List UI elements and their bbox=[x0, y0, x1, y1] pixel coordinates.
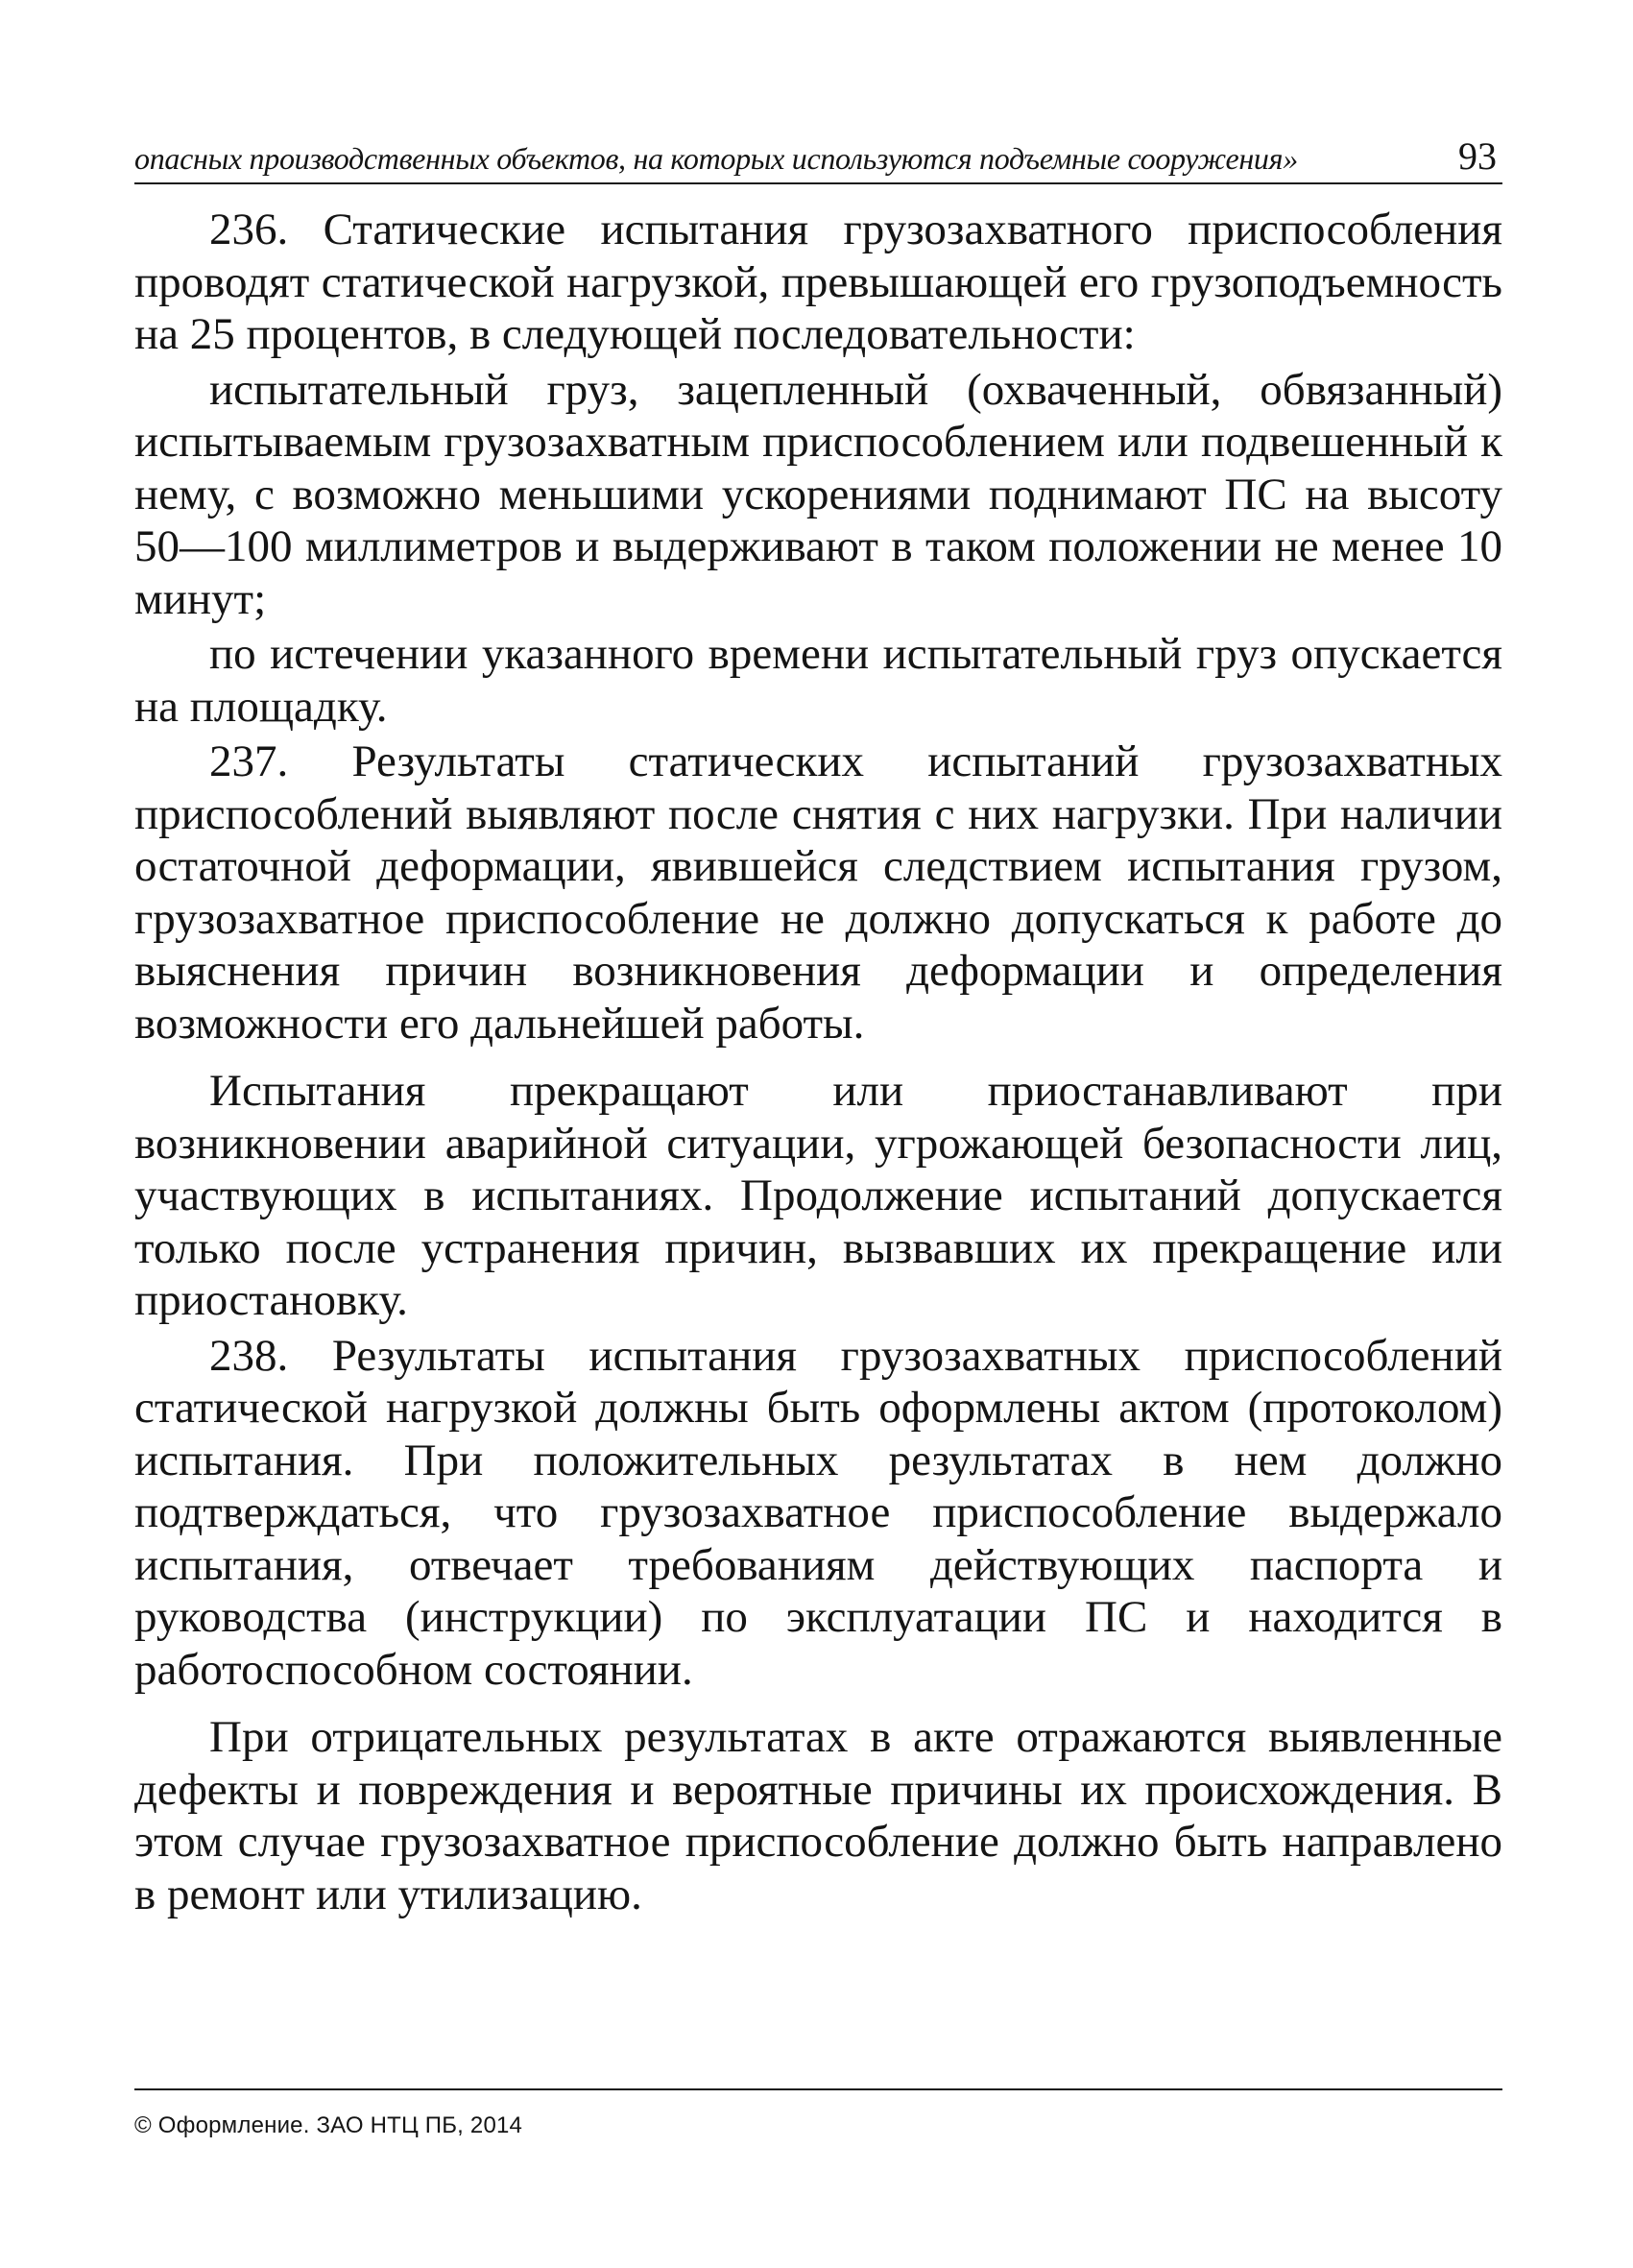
paragraph-236-step-2: по истечении указанного времени испытательный груз опускается на площадку. bbox=[134, 629, 1502, 732]
running-header bbox=[134, 134, 1502, 184]
paragraph-237: 237. Результаты статических испытаний грузозахватных приспособлений выявляют после снятия с них нагрузки. При наличии остаточной деформации, явившейся следствием испытания грузом, грузозахватное приспособление не должно допускаться к работе до выяснения причин возникновения деформации и определения возможности его дальнейшей работы. bbox=[134, 736, 1502, 1049]
paragraph-236: 236. Статические испытания грузозахватного приспособления проводят статической нагрузкой, превышающей его грузоподъемность на 25 процентов, в следующей последовательности: bbox=[134, 205, 1502, 359]
paragraph-238-continued: При отрицательных результатах в акте отражаются выявленные дефекты и повреждения и вероятные причины их происхождения. В этом случае грузозахватное приспособление должно быть направлено в ремонт или утилизацию. bbox=[134, 1712, 1502, 1919]
running-header-title: опасных производственных объектов, на которых используются подъемные сооружения» bbox=[134, 141, 1298, 176]
paragraph-236-step-1: испытательный груз, зацепленный (охваченный, обвязанный) испытываемым грузозахватным приспособлением или подвешенный к нему, с возможно меньшими ускорениями поднимают ПС на высоту 50—100 миллиметров и выдерживают в таком положении не менее 10 минут; bbox=[134, 364, 1502, 624]
paragraph-237-continued: Испытания прекращают или приостанавливают при возникновении аварийной ситуации, угрожающей безопасности лиц, участвующих в испытаниях. Продолжение испытаний допускается только после устранения причин, вызвавших их прекращение или приостановку. bbox=[134, 1066, 1502, 1325]
footer-copyright: © Оформление. ЗАО НТЦ ПБ, 2014 bbox=[134, 2112, 523, 2138]
body-text bbox=[134, 204, 1502, 1920]
paragraph-238: 238. Результаты испытания грузозахватных приспособлений статической нагрузкой должны быть оформлены актом (протоколом) испытания. При положительных результатах в нем должно подтверждаться, что грузозахватное приспособление выдержало испытания, отвечает требованиям действующих паспорта и руководства (инструкции) по эксплуатации ПС и находится в работоспособном состоянии. bbox=[134, 1330, 1502, 1695]
page-number: 93 bbox=[1458, 134, 1497, 178]
footer-divider bbox=[134, 2088, 1502, 2090]
